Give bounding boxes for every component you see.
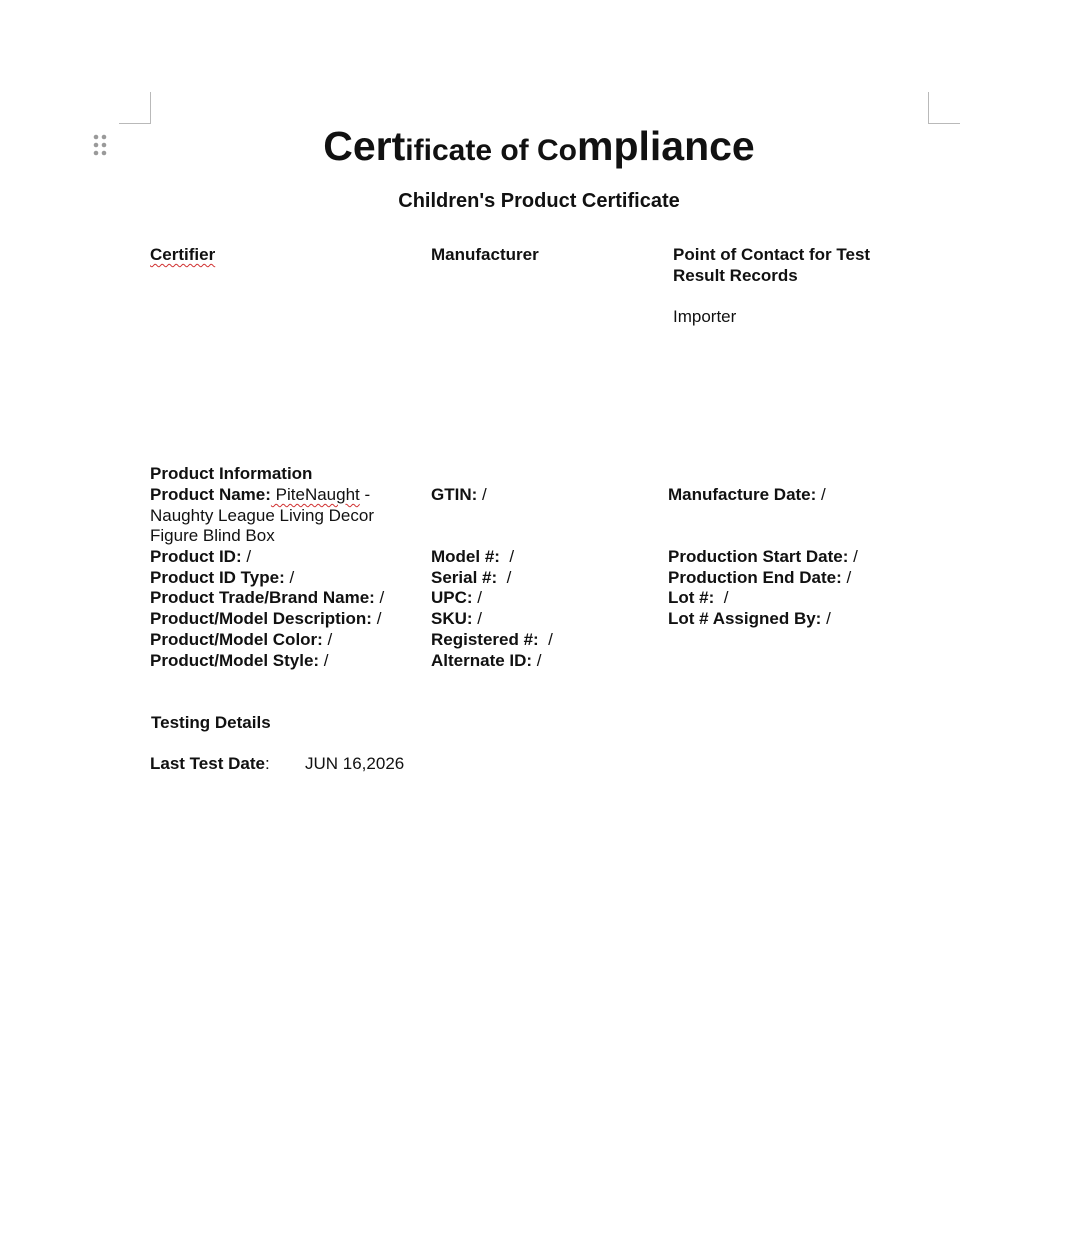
field-label: Lot # Assigned By: (668, 609, 822, 628)
contact-heading-line-2: Result Records (673, 266, 798, 285)
manufacture-date-label: Manufacture Date: (668, 485, 817, 504)
field-value: / (322, 630, 333, 649)
last-test-date-colon: : (264, 754, 270, 773)
certifier-heading: Certifier (150, 245, 216, 264)
field-value: / (848, 547, 858, 566)
field-label: Lot #: (668, 588, 715, 607)
field-label: Production Start Date: (668, 547, 849, 566)
field-label: Product/Model Color: (150, 630, 323, 649)
field-label: Alternate ID: (431, 651, 533, 670)
field-value: / (532, 651, 542, 670)
field-value: / (538, 630, 553, 649)
production-end-row (668, 568, 851, 589)
document-subtitle: Children's Product Certificate (398, 190, 680, 212)
field-label: Product Trade/Brand Name: (150, 588, 375, 607)
field-value: / (499, 547, 515, 566)
title-part-1: Cert (323, 123, 406, 169)
testing-details-heading: Testing Details (151, 713, 271, 732)
field-label: Product ID Type: (150, 568, 285, 587)
field-label: Serial #: (431, 568, 498, 587)
field-value: / (371, 609, 382, 628)
alternate-id-row (431, 651, 542, 672)
manufacture-date-row (668, 485, 826, 506)
product-name-value-line-2: Naughty League Living Decor (150, 506, 374, 525)
product-name-value: PiteNaught (270, 485, 360, 504)
manufacture-date-value: / (816, 485, 826, 504)
upc-row (431, 588, 482, 609)
last-test-date-value: JUN 16,2026 (305, 754, 405, 773)
gtin-row (431, 485, 487, 506)
field-value: / (821, 609, 831, 628)
model-number-row (431, 547, 514, 568)
title-part-4: mpliance (577, 123, 755, 169)
margin-corner-top-left (119, 92, 151, 124)
document-title (0, 124, 1078, 178)
product-style-row (150, 651, 329, 672)
sku-row (431, 609, 482, 630)
product-color-row (150, 630, 332, 651)
field-label: Production End Date: (668, 568, 842, 587)
gtin-label: GTIN: (431, 485, 478, 504)
gtin-value: / (477, 485, 487, 504)
product-name-dash: - (359, 485, 371, 504)
field-value: / (284, 568, 295, 587)
field-value: / (497, 568, 512, 587)
field-label: Product/Model Style: (150, 651, 320, 670)
field-label: Registered #: (431, 630, 539, 649)
product-id-row (150, 547, 251, 568)
margin-corner-top-right (928, 92, 960, 124)
field-value: / (472, 588, 483, 607)
field-label: Product ID: (150, 547, 242, 566)
importer-label: Importer (673, 307, 737, 326)
field-value: / (472, 609, 483, 628)
registered-number-row (431, 630, 553, 651)
field-value: / (241, 547, 252, 566)
product-name-value-line-3: Figure Blind Box (150, 526, 275, 545)
field-value: / (841, 568, 852, 587)
product-id-type-row (150, 568, 294, 589)
lot-assigned-by-row (668, 609, 831, 630)
field-label: SKU: (431, 609, 473, 628)
production-start-row (668, 547, 858, 568)
field-value: / (319, 651, 329, 670)
serial-number-row (431, 568, 511, 589)
product-brand-row (150, 588, 384, 609)
product-info-heading: Product Information (150, 464, 313, 483)
product-name-label: Product Name: (150, 485, 271, 504)
last-test-date-row (150, 754, 270, 775)
manufacturer-heading: Manufacturer (431, 245, 539, 264)
field-value: / (714, 588, 729, 607)
last-test-date-label: Last Test Date (150, 754, 265, 773)
field-label: Product/Model Description: (150, 609, 372, 628)
title-part-2: ificate of (405, 134, 537, 167)
title-part-3: Co (537, 134, 577, 167)
product-name-row (150, 485, 370, 506)
contact-heading-line-1: Point of Contact for Test (673, 245, 871, 264)
field-label: UPC: (431, 588, 473, 607)
field-label: Model #: (431, 547, 500, 566)
lot-number-row (668, 588, 728, 609)
product-description-row (150, 609, 381, 630)
field-value: / (374, 588, 385, 607)
